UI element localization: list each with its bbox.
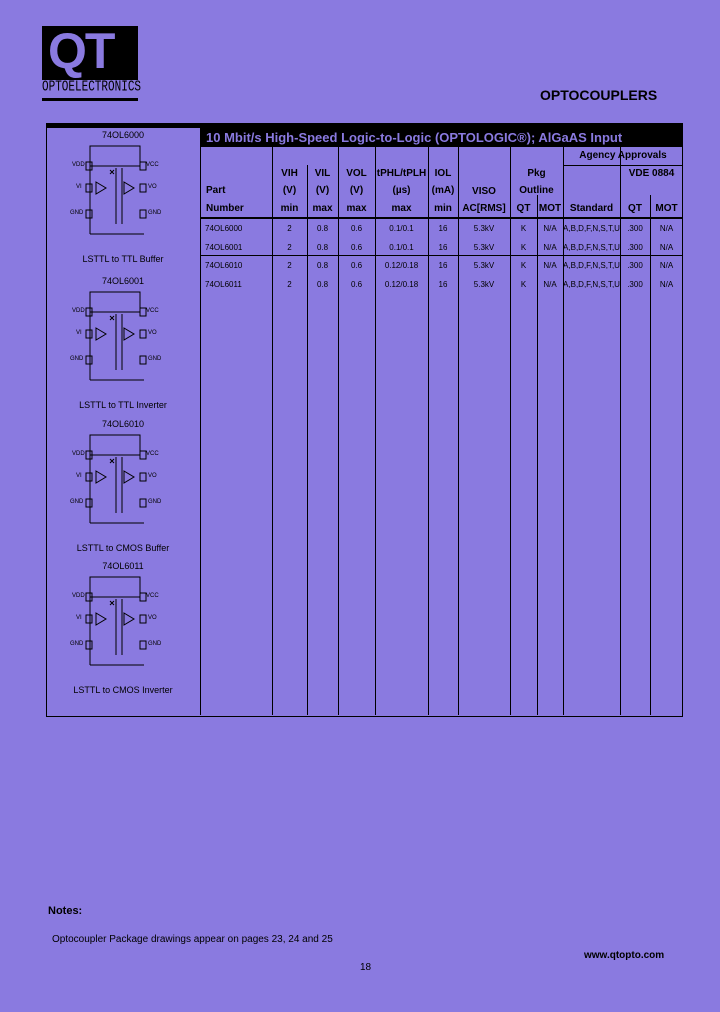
optocoupler-schematic	[66, 575, 176, 685]
header-pkg-mot: MOT	[538, 203, 562, 214]
header-vil-unit: (V)	[315, 185, 330, 196]
pin-label: GND	[148, 210, 162, 216]
agency-rule	[563, 165, 683, 166]
pin-label: VI	[76, 473, 82, 479]
header-vol-cond: max	[346, 203, 367, 214]
table-cell: N/A	[659, 261, 674, 270]
table-cell: 16	[438, 261, 448, 270]
optocoupler-schematic	[66, 144, 176, 254]
pin-label: VDD	[72, 593, 85, 599]
pin-label: GND	[70, 210, 84, 216]
table-cell: N/A	[659, 224, 674, 233]
header-rule	[200, 217, 683, 219]
table-cell: 0.8	[316, 242, 329, 252]
header-number: Number	[206, 203, 244, 214]
header-tphl: tPHL/tPLH	[376, 168, 427, 179]
pin-label: VDD	[72, 162, 85, 168]
header-vih-unit: (V)	[282, 185, 297, 196]
table-cell: A,B,D,F,N,S,T,U	[563, 242, 620, 252]
pin-label: GND	[148, 641, 162, 647]
header-vde-qt: QT	[628, 203, 642, 214]
page-number: 18	[360, 962, 372, 973]
logo-underline	[42, 98, 138, 101]
table-cell: 0.1/0.1	[389, 242, 414, 252]
table-cell: .300	[627, 242, 643, 252]
diagram-part-label: 74OL6001	[101, 276, 145, 286]
header-outline: Outline	[519, 185, 554, 196]
table-cell: 16	[438, 224, 448, 233]
header-vde-mot: MOT	[655, 203, 678, 214]
table-cell: 0.6	[350, 279, 363, 289]
optocoupler-schematic	[66, 433, 176, 543]
diagram-caption: LSTTL to TTL Buffer	[82, 254, 164, 264]
header-pkg-qt: QT	[516, 203, 531, 214]
table-cell: 0.8	[316, 224, 329, 233]
pin-label: VI	[76, 615, 82, 621]
diagram-part-label: 74OL6011	[102, 561, 144, 571]
table-cell: K	[520, 224, 527, 233]
table-cell: N/A	[543, 224, 557, 233]
table-cell: 0.6	[350, 224, 363, 233]
table-cell: K	[520, 242, 527, 252]
header-iol-unit: (mA)	[431, 185, 455, 196]
table-cell: N/A	[543, 279, 557, 289]
column-divider	[537, 195, 538, 715]
table-cell: 2	[287, 279, 292, 289]
table-cell: N/A	[659, 242, 674, 252]
table-cell: 74OL6001	[205, 242, 243, 252]
row-rule	[200, 255, 683, 256]
pin-label: GND	[70, 499, 84, 505]
table-cell: 0.8	[316, 279, 329, 289]
pin-label: GND	[148, 499, 162, 505]
header-vil: VIL	[314, 168, 331, 179]
table-cell: .300	[627, 224, 643, 233]
pin-label: VCC	[146, 308, 159, 314]
table-cell: K	[520, 279, 527, 289]
table-cell: 16	[438, 242, 448, 252]
header-tphl-cond: max	[391, 203, 412, 214]
table-cell: 2	[287, 224, 292, 233]
table-cell: 0.8	[316, 261, 329, 270]
table-cell: .300	[627, 279, 643, 289]
header-vde: VDE 0884	[628, 168, 675, 179]
notes-title: Notes:	[48, 905, 83, 917]
table-cell: N/A	[543, 242, 557, 252]
header-vil-cond: max	[312, 203, 333, 214]
header-vih: VIH	[281, 168, 298, 179]
pin-label: VCC	[146, 451, 159, 457]
pin-label: GND	[148, 356, 162, 362]
header-tphl-unit: (µs)	[392, 185, 411, 196]
header-vol: VOL	[346, 168, 367, 179]
pin-label: VO	[148, 330, 157, 336]
table-cell: 74OL6011	[205, 279, 242, 289]
header-iol-cond: min	[434, 203, 452, 214]
table-cell: 0.12/0.18	[384, 261, 419, 270]
header-standard: Standard	[569, 203, 614, 214]
table-cell: 0.12/0.18	[384, 279, 419, 289]
header-iol: IOL	[434, 168, 452, 179]
column-divider	[200, 147, 201, 715]
pin-label: VI	[76, 330, 82, 336]
website-url: www.qtopto.com	[584, 950, 665, 961]
header-vol-unit: (V)	[349, 185, 364, 196]
pin-label: VO	[148, 184, 157, 190]
pin-label: VCC	[146, 162, 159, 168]
qt-logo: QT	[42, 26, 138, 80]
header-viso-unit: AC[RMS]	[462, 203, 506, 214]
table-cell: 74OL6000	[205, 224, 243, 233]
table-cell: 0.1/0.1	[389, 224, 414, 233]
diagram-caption: LSTTL to CMOS Inverter	[73, 685, 173, 695]
diagram-caption: LSTTL to CMOS Buffer	[76, 543, 170, 553]
pin-label: VCC	[146, 593, 159, 599]
pin-label: GND	[70, 641, 84, 647]
table-cell: 2	[287, 261, 292, 270]
column-divider	[650, 195, 651, 715]
table-cell: 5.3kV	[473, 261, 495, 270]
pin-label: VI	[76, 184, 82, 190]
table-cell: .300	[627, 261, 643, 270]
table-cell: N/A	[543, 261, 557, 270]
table-cell: 5.3kV	[473, 242, 495, 252]
table-cell: A,B,D,F,N,S,T,U	[563, 261, 620, 270]
table-cell: N/A	[659, 279, 674, 289]
table-cell: 2	[287, 242, 292, 252]
header-part: Part	[206, 185, 226, 196]
pin-label: VDD	[72, 308, 85, 314]
diagram-caption: LSTTL to TTL Inverter	[79, 400, 167, 410]
table-cell: A,B,D,F,N,S,T,U	[563, 279, 620, 289]
diagram-part-label: 74OL6010	[101, 419, 145, 429]
table-cell: A,B,D,F,N,S,T,U	[563, 224, 620, 233]
diagram-part-label: 74OL6000	[101, 130, 145, 140]
header-agency: Agency Approvals	[579, 150, 667, 161]
table-cell: 74OL6010	[205, 261, 243, 270]
notes-text: Optocoupler Package drawings appear on pages 23, 24 and 25	[52, 934, 333, 945]
table-cell: 16	[438, 279, 448, 289]
header-vih-cond: min	[280, 203, 299, 214]
logo-text: OPTOELECTRONICS	[42, 80, 142, 96]
pin-label: VDD	[72, 451, 85, 457]
optocoupler-schematic	[66, 290, 176, 400]
table-title: 10 Mbit/s High-Speed Logic-to-Logic (OPTOLOGIC®); AlGaAS Input	[200, 128, 683, 147]
pin-label: VO	[148, 615, 157, 621]
section-title: OPTOCOUPLERS	[540, 87, 658, 103]
header-pkg: Pkg	[527, 168, 546, 179]
table-cell: 5.3kV	[473, 224, 495, 233]
table-cell: 0.6	[350, 261, 363, 270]
pin-label: VO	[148, 473, 157, 479]
table-cell: 5.3kV	[473, 279, 495, 289]
pin-label: GND	[70, 356, 84, 362]
header-viso: VISO	[472, 186, 496, 197]
table-cell: K	[520, 261, 527, 270]
table-cell: 0.6	[350, 242, 363, 252]
